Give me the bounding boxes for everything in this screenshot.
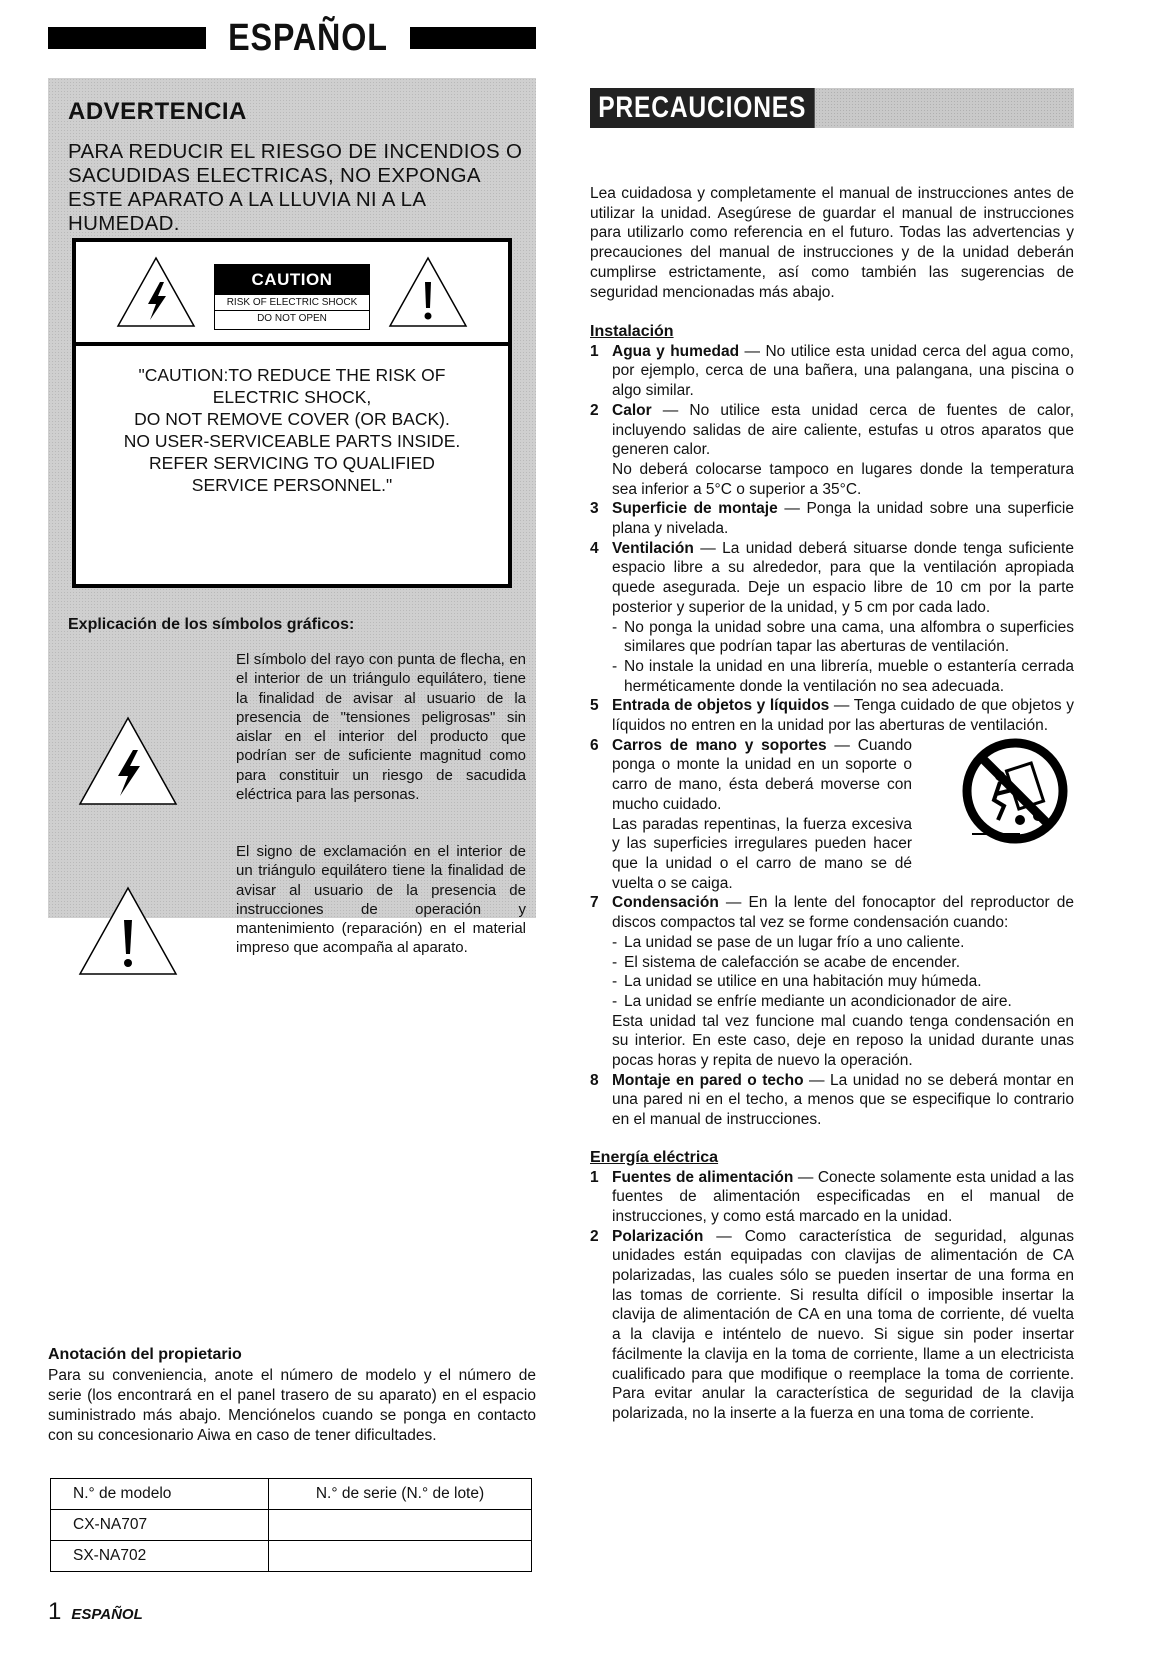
cart-text [612,736,912,894]
installation-heading: Instalación [590,323,674,340]
list-item [590,1168,1074,1227]
item-number: 5 [590,697,599,715]
lightning-triangle-icon [116,256,196,328]
exclamation-triangle-icon [388,256,468,328]
power-heading: Energía eléctrica [590,1148,719,1166]
cart-tipover-warning-icon [960,736,1070,846]
precautions-heading: PRECAUCIONES [590,88,814,128]
table-cell-serial[interactable] [269,1541,532,1572]
item-number: 7 [590,894,599,912]
precautions-body [590,314,1074,1424]
item-title: Montaje en pared o techo [612,1071,804,1089]
table-header-row [51,1479,532,1510]
table-cell-serial[interactable] [269,1510,532,1541]
sub-item-text: No ponga la unidad sobre una cama, una alfombra o superficies similares que podrían tapar las aberturas de ventilación. [624,618,1074,656]
table-cell-model: SX-NA702 [51,1541,269,1572]
sub-item: - El sistema de calefacción se acabe de encender. [612,953,961,971]
page-title: ESPAÑOL [228,17,388,59]
caution-badge-title: CAUTION [215,265,369,295]
page-footer [48,1598,143,1626]
item-title: Calor [612,401,652,419]
sub-item-text: El sistema de calefacción se acabe de encender. [624,953,961,971]
item-extra: Esta unidad tal vez funcione mal cuando tenga condensación en su interior. En este caso, deje en reposo la unidad durante unas pocas horas y repita de nuevo la operación. [612,1012,1074,1070]
sub-item: - La unidad se utilice en una habitación muy húmeda. [612,973,982,991]
item-text: — Ponga la unidad sobre una superficie plana y nivelada. [612,500,1074,538]
precautions-banner [590,88,1074,128]
page-number: 1 [48,1598,62,1625]
item-number: 4 [590,539,599,557]
item-number: 8 [590,1071,599,1089]
item-title: Carros de mano y soportes [612,736,827,754]
item-title: Entrada de objetos y líquidos [612,697,830,715]
header-bar-right [410,27,536,49]
list-item [590,893,1074,1070]
caution-symbols-row [76,242,508,346]
item-title: Ventilación [612,539,694,557]
sub-item: - No ponga la unidad sobre una cama, una alfombra o superficies similares que podrían tapar las aberturas de ventilación. [612,618,1074,656]
list-item [590,342,1074,401]
page-header [48,18,536,58]
header-bar-left [48,27,206,49]
item-title: Fuentes de alimentación [612,1168,794,1186]
item-title: Superficie de montaje [612,500,778,518]
table-cell-model: CX-NA707 [51,1510,269,1541]
caution-badge-line1: RISK OF ELECTRIC SHOCK [215,295,369,311]
caution-line: "CAUTION:TO REDUCE THE RISK OF [138,365,446,385]
exclamation-triangle-icon [78,886,178,976]
item-text: — La unidad no se deberá montar en una pared ni en el techo, a menos que se especifique lo contrario en el manual de instrucciones. [612,1071,1074,1129]
table-header-serial: N.° de serie (N.° de lote) [269,1479,532,1510]
list-item [590,1071,1074,1130]
owner-heading: Anotación del propietario [48,1346,242,1363]
item-title: Polarización [612,1227,704,1245]
caution-label-box [72,238,512,588]
item-text: — Cuando ponga o monte la unidad en un soporte o carro de mano, ésta deberá moverse con mucho cuidado. [612,736,912,813]
warning-text: PARA REDUCIR EL RIESGO DE INCENDIOS O SACUDIDAS ELECTRICAS, NO EXPONGA ESTE APARATO A LA LLUVIA NI A LA HUMEDAD. [68,140,523,235]
list-item [590,1227,1074,1424]
item-text: — Conecte solamente esta unidad a las fuentes de alimentación especificadas en el manual de instrucciones, y como está marcado en la unidad. [612,1168,1074,1225]
table-row [51,1510,532,1541]
sub-item-text: La unidad se utilice en una habitación muy húmeda. [624,973,982,991]
caution-line: REFER SERVICING TO QUALIFIED [149,453,435,473]
owner-text: Para su conveniencia, anote el número de modelo y el número de serie (los encontrará en el panel trasero de su aparato) en el espacio suministrado más abajo. Menciónelos cuando se ponga en contacto con su concesionario Aiwa en caso de tener dificultades. [48,1367,536,1444]
item-text: — No utilice esta unidad cerca del agua como, por ejemplo, cerca de una bañera, una palangana, una piscina o algo similar. [612,342,1074,400]
list-item [590,736,1074,894]
symbols-heading: Explicación de los símbolos gráficos: [68,616,355,633]
caution-line: ELECTRIC SHOCK, [212,387,372,407]
item-number: 1 [590,1168,599,1186]
precautions-intro: Lea cuidadosa y completamente el manual de instrucciones antes de utilizar la unidad. Asegúrese de guardar el manual de instrucciones para utilizarlo como referencia en el futuro. Todas las advertencias y precauciones del manual de instrucciones y de la unidad deberán cumplirse estrictamente, así como también las sugerencias de seguridad mencionadas más abajo. [590,185,1074,301]
caution-line: SERVICE PERSONNEL." [191,475,393,495]
item-number: 3 [590,500,599,518]
sub-item-text: No instale la unidad en una librería, mueble o estantería cerrada herméticamente donde la ventilación no sea adecuada. [624,657,1074,695]
list-item [590,499,1074,538]
model-serial-table [50,1478,532,1572]
item-text: — La unidad deberá situarse donde tenga suficiente espacio libre a su alrededor, para que la ventilación apropiada quede asegurada. Deje un espacio libre de 10 cm por la parte posterior y superior de la unidad, y 5 cm por cada lado. [612,539,1074,616]
item-text: — No utilice esta unidad cerca de fuentes de calor, incluyendo salidas de aire caliente, estufas u otros aparatos que generen calor. [612,401,1074,459]
page-footer-label: ESPAÑOL [71,1606,143,1623]
table-header-model: N.° de modelo [51,1479,269,1510]
item-text: — En la lente del fonocaptor del reproductor de discos compactos tal vez se forme condensación cuando: [612,894,1074,932]
item-extra: Las paradas repentinas, la fuerza excesiva y las superficies irregulares pueden hacer que la unidad o el carro de mano se dé vuelta o se caiga. [612,815,912,892]
list-item [590,696,1074,735]
item-extra: No deberá colocarse tampoco en lugares donde la temperatura sea inferior a 5°C o superior a 35°C. [612,460,1074,498]
sub-item: - La unidad se enfríe mediante un acondicionador de aire. [612,992,1012,1010]
sub-item: - No instale la unidad en una librería, mueble o estantería cerrada herméticamente donde la ventilación no sea adecuada. [612,657,1074,695]
sub-item: - La unidad se pase de un lugar frío a uno caliente. [612,933,965,951]
sub-item-text: La unidad se pase de un lugar frío a uno caliente. [624,933,965,951]
list-item [590,401,1074,500]
sub-item-text: La unidad se enfríe mediante un acondicionador de aire. [624,992,1012,1010]
caution-badge [214,264,370,330]
item-text: — Tenga cuidado de que objetos y líquidos no entren en la unidad por las aberturas de ventilación. [612,697,1074,735]
item-number: 1 [590,342,599,360]
lightning-triangle-icon [78,716,178,806]
symbol2-explanation: El signo de exclamación en el interior de un triángulo equilátero tiene la finalidad de avisar al usuario de la presencia de instrucciones de operación y mantenimiento (reparación) en el material impreso que acompaña al aparato. [236,843,526,957]
caution-badge-line2: DO NOT OPEN [257,313,327,324]
caution-text [76,364,508,496]
table-row [51,1541,532,1572]
warning-panel [48,78,536,957]
list-item [590,539,1074,697]
warning-heading: ADVERTENCIA [68,98,247,125]
caution-line: NO USER-SERVICEABLE PARTS INSIDE. [123,431,461,451]
item-number: 2 [590,401,599,419]
item-number: 6 [590,736,599,754]
caution-line: DO NOT REMOVE COVER (OR BACK). [134,409,450,429]
item-text: — Como característica de seguridad, algunas unidades están equipadas con clavijas de alimentación de CA polarizadas, las cuales sólo se pueden insertar de una forma en las tomas de corriente. Si resulta difícil o imposible insertar la clavija de alimentación de CA en una toma de corriente, dé vuelta a la clavija e inténtelo de nuevo. Si sigue sin poder insertar fácilmente la clavija en la toma de corriente, llame a un electricista cualificado para que modifique o reemplace la toma de corriente. Para evitar anular la característica de seguridad de la clavija polarizada, no la inserte a la fuerza en una toma de corriente. [612,1227,1074,1422]
item-number: 2 [590,1227,599,1245]
item-title: Agua y humedad [612,342,740,360]
item-title: Condensación [612,894,719,912]
symbol1-explanation: El símbolo del rayo con punta de flecha, en el interior de un triángulo equilátero, tiene la finalidad de avisar al usuario de la presencia de "tensiones peligrosas" sin aislar en el interior del producto que podrían ser de suficiente magnitud como para constituir un riesgo de sacudida eléctrica para las personas. [236,651,526,804]
